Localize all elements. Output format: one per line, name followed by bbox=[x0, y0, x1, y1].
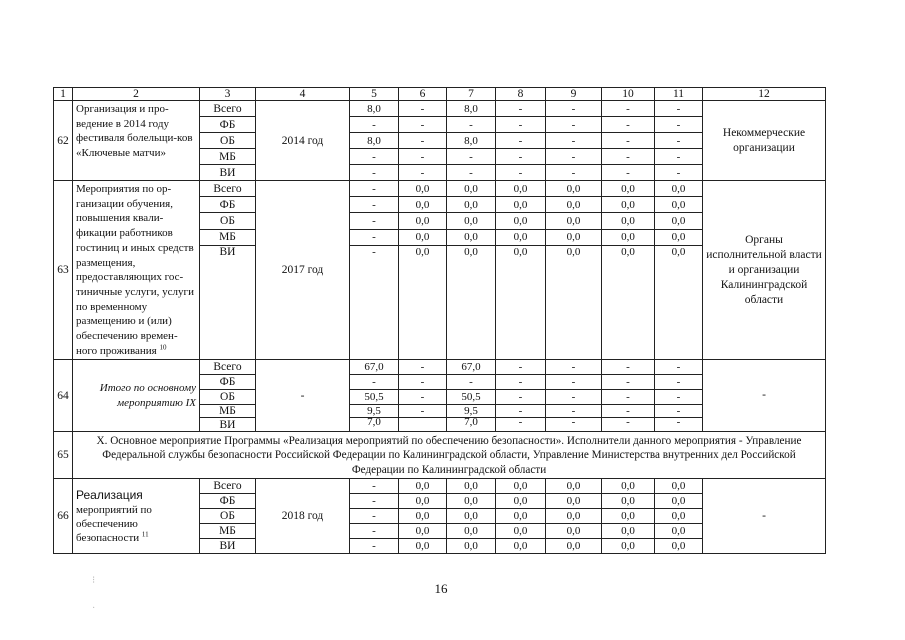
section-heading: X. Основное мероприятие Программы «Реализация мероприятий по обеспечению безопасности». Исполнители данного мероприятия - Управление Федеральной службы безопасности Российской Федерации по Калининградской области, Управление Министерства внутренних дел Российской Федерации по Калининградской области bbox=[73, 432, 826, 479]
value-cell: - bbox=[447, 375, 496, 390]
value-cell: - bbox=[655, 149, 703, 165]
value-cell: - bbox=[546, 133, 602, 149]
value-cell: - bbox=[602, 101, 655, 117]
value-cell: 0,0 bbox=[496, 494, 546, 509]
value-cell: - bbox=[496, 360, 546, 375]
col-header: 2 bbox=[73, 88, 200, 101]
value-cell: - bbox=[602, 165, 655, 181]
value-cell: 0,0 bbox=[546, 494, 602, 509]
table-row bbox=[54, 101, 826, 117]
value-cell: 0,0 bbox=[655, 197, 703, 213]
value-cell: 0,0 bbox=[655, 245, 703, 360]
value-cell: - bbox=[602, 405, 655, 418]
value-cell: 67,0 bbox=[447, 360, 496, 375]
col-header: 11 bbox=[655, 88, 703, 101]
value-cell: - bbox=[447, 117, 496, 133]
value-cell: - bbox=[350, 375, 399, 390]
budget-label: ОБ bbox=[200, 213, 256, 229]
value-cell: - bbox=[399, 117, 447, 133]
budget-label: ОБ bbox=[200, 390, 256, 405]
value-cell: - bbox=[496, 101, 546, 117]
value-cell: 0,0 bbox=[546, 479, 602, 494]
value-cell: 67,0 bbox=[350, 360, 399, 375]
footnote-ref: 11 bbox=[141, 530, 149, 539]
value-cell: - bbox=[350, 165, 399, 181]
table-row bbox=[54, 479, 826, 494]
period: 2014 год bbox=[256, 101, 350, 181]
budget-label: МБ bbox=[200, 524, 256, 539]
value-cell: - bbox=[546, 101, 602, 117]
value-cell: - bbox=[602, 149, 655, 165]
row-number: 62 bbox=[54, 101, 73, 181]
value-cell: - bbox=[350, 245, 399, 360]
value-cell: 0,0 bbox=[399, 229, 447, 245]
value-cell: - bbox=[350, 229, 399, 245]
budget-label: Всего bbox=[200, 101, 256, 117]
value-cell: 7,0 bbox=[447, 418, 496, 432]
value-cell: 0,0 bbox=[496, 479, 546, 494]
value-cell: - bbox=[655, 133, 703, 149]
value-cell: - bbox=[602, 133, 655, 149]
value-cell: - bbox=[496, 390, 546, 405]
value-cell: - bbox=[655, 418, 703, 432]
col-header: 6 bbox=[399, 88, 447, 101]
value-cell: 0,0 bbox=[447, 181, 496, 197]
value-cell: 0,0 bbox=[602, 509, 655, 524]
budget-label: ВИ bbox=[200, 245, 256, 360]
value-cell: 0,0 bbox=[602, 524, 655, 539]
budget-label: ВИ bbox=[200, 418, 256, 432]
value-cell: 0,0 bbox=[602, 181, 655, 197]
value-cell: 0,0 bbox=[546, 539, 602, 554]
value-cell: - bbox=[350, 539, 399, 554]
value-cell: 9,5 bbox=[350, 405, 399, 418]
budget-label: ОБ bbox=[200, 133, 256, 149]
value-cell: 8,0 bbox=[350, 133, 399, 149]
col-header: 9 bbox=[546, 88, 602, 101]
value-cell: - bbox=[350, 509, 399, 524]
value-cell: 0,0 bbox=[447, 245, 496, 360]
value-cell: - bbox=[546, 360, 602, 375]
budget-label: Всего bbox=[200, 479, 256, 494]
value-cell: - bbox=[350, 197, 399, 213]
value-cell bbox=[399, 418, 447, 432]
value-cell: 0,0 bbox=[496, 213, 546, 229]
budget-table bbox=[53, 87, 826, 554]
scan-artifact: ⁝ bbox=[92, 575, 96, 586]
value-cell: 0,0 bbox=[447, 494, 496, 509]
value-cell: - bbox=[399, 405, 447, 418]
value-cell: 0,0 bbox=[447, 479, 496, 494]
period: 2017 год bbox=[256, 181, 350, 360]
footnote-ref: 10 bbox=[159, 343, 167, 352]
value-cell: - bbox=[399, 360, 447, 375]
executor-org: Органы исполнительной власти и организации Калининградской области bbox=[703, 181, 826, 360]
value-cell: 0,0 bbox=[602, 229, 655, 245]
value-cell: 0,0 bbox=[399, 539, 447, 554]
period: - bbox=[256, 360, 350, 432]
value-cell: 0,0 bbox=[496, 539, 546, 554]
budget-label: ФБ bbox=[200, 494, 256, 509]
value-cell: 0,0 bbox=[602, 479, 655, 494]
value-cell: 0,0 bbox=[655, 479, 703, 494]
value-cell: 0,0 bbox=[546, 245, 602, 360]
value-cell: 8,0 bbox=[447, 101, 496, 117]
value-cell: - bbox=[350, 494, 399, 509]
value-cell: 0,0 bbox=[399, 213, 447, 229]
col-header: 3 bbox=[200, 88, 256, 101]
value-cell: 0,0 bbox=[655, 229, 703, 245]
value-cell: - bbox=[546, 165, 602, 181]
value-cell: 8,0 bbox=[447, 133, 496, 149]
budget-label: ФБ bbox=[200, 375, 256, 390]
budget-label: ФБ bbox=[200, 117, 256, 133]
measure-name: Организация и про-ведение в 2014 году фестиваля болельщи-ков «Ключевые матчи» bbox=[73, 101, 200, 181]
value-cell: 0,0 bbox=[655, 524, 703, 539]
col-header: 5 bbox=[350, 88, 399, 101]
budget-label: ОБ bbox=[200, 509, 256, 524]
value-cell: 0,0 bbox=[655, 539, 703, 554]
budget-label: ВИ bbox=[200, 539, 256, 554]
executor-org: - bbox=[703, 479, 826, 554]
value-cell: - bbox=[399, 165, 447, 181]
value-cell: - bbox=[399, 375, 447, 390]
value-cell: - bbox=[655, 405, 703, 418]
value-cell: 0,0 bbox=[496, 197, 546, 213]
scan-artifact: · bbox=[92, 603, 96, 614]
value-cell: 0,0 bbox=[546, 197, 602, 213]
value-cell: 0,0 bbox=[546, 213, 602, 229]
value-cell: - bbox=[350, 149, 399, 165]
value-cell: - bbox=[655, 390, 703, 405]
value-cell: 0,0 bbox=[399, 245, 447, 360]
value-cell: - bbox=[496, 405, 546, 418]
value-cell: - bbox=[350, 479, 399, 494]
value-cell: 0,0 bbox=[399, 181, 447, 197]
value-cell: 0,0 bbox=[496, 509, 546, 524]
budget-label: МБ bbox=[200, 405, 256, 418]
value-cell: - bbox=[602, 375, 655, 390]
value-cell: - bbox=[546, 405, 602, 418]
value-cell: 0,0 bbox=[496, 524, 546, 539]
row-number: 66 bbox=[54, 479, 73, 554]
value-cell: - bbox=[447, 149, 496, 165]
value-cell: 0,0 bbox=[399, 509, 447, 524]
value-cell: 0,0 bbox=[447, 213, 496, 229]
value-cell: - bbox=[496, 418, 546, 432]
value-cell: - bbox=[655, 101, 703, 117]
value-cell: 0,0 bbox=[602, 539, 655, 554]
value-cell: - bbox=[496, 117, 546, 133]
value-cell: 0,0 bbox=[602, 197, 655, 213]
value-cell: 0,0 bbox=[546, 181, 602, 197]
value-cell: 0,0 bbox=[447, 197, 496, 213]
value-cell: - bbox=[350, 213, 399, 229]
col-header: 10 bbox=[602, 88, 655, 101]
value-cell: - bbox=[546, 418, 602, 432]
value-cell: 0,0 bbox=[447, 229, 496, 245]
value-cell: 0,0 bbox=[399, 494, 447, 509]
value-cell: 0,0 bbox=[602, 213, 655, 229]
value-cell: 8,0 bbox=[350, 101, 399, 117]
budget-label: МБ bbox=[200, 229, 256, 245]
value-cell: - bbox=[496, 149, 546, 165]
value-cell: 0,0 bbox=[399, 524, 447, 539]
value-cell: 0,0 bbox=[655, 509, 703, 524]
table-row bbox=[54, 360, 826, 375]
value-cell: 0,0 bbox=[602, 245, 655, 360]
value-cell: - bbox=[496, 133, 546, 149]
value-cell: 0,0 bbox=[655, 494, 703, 509]
value-cell: - bbox=[447, 165, 496, 181]
value-cell: 0,0 bbox=[546, 229, 602, 245]
value-cell: - bbox=[399, 390, 447, 405]
value-cell: - bbox=[399, 101, 447, 117]
value-cell: 0,0 bbox=[496, 181, 546, 197]
measure-name-text: мероприятий по обеспечению безопасности bbox=[76, 503, 152, 544]
value-cell: 9,5 bbox=[447, 405, 496, 418]
budget-label: Всего bbox=[200, 360, 256, 375]
value-cell: - bbox=[496, 375, 546, 390]
measure-name-text: Мероприятия по ор-ганизации обучения, повышения квали-фикации работников гостиниц и иных средств размещения, предоставляющих гос-тиничные услуги, услуги по временному размещению и (или) обеспечению времен-ного проживания bbox=[76, 183, 194, 357]
table-row bbox=[54, 432, 826, 479]
page-number: 16 bbox=[434, 581, 448, 596]
budget-label: Всего bbox=[200, 181, 256, 197]
col-header: 4 bbox=[256, 88, 350, 101]
value-cell: - bbox=[496, 165, 546, 181]
value-cell: - bbox=[546, 117, 602, 133]
row-number: 63 bbox=[54, 181, 73, 360]
table-row bbox=[54, 181, 826, 197]
col-header: 8 bbox=[496, 88, 546, 101]
period: 2018 год bbox=[256, 479, 350, 554]
measure-name bbox=[73, 479, 200, 554]
value-cell: 0,0 bbox=[546, 509, 602, 524]
value-cell: 0,0 bbox=[496, 245, 546, 360]
value-cell: - bbox=[399, 133, 447, 149]
value-cell: - bbox=[350, 181, 399, 197]
value-cell: 0,0 bbox=[655, 213, 703, 229]
budget-label: ФБ bbox=[200, 197, 256, 213]
value-cell: 0,0 bbox=[399, 197, 447, 213]
value-cell: - bbox=[655, 117, 703, 133]
value-cell: 0,0 bbox=[399, 479, 447, 494]
value-cell: 0,0 bbox=[546, 524, 602, 539]
value-cell: - bbox=[602, 117, 655, 133]
value-cell: 0,0 bbox=[602, 494, 655, 509]
value-cell: - bbox=[350, 117, 399, 133]
budget-label: ВИ bbox=[200, 165, 256, 181]
measure-name bbox=[73, 181, 200, 360]
value-cell: - bbox=[655, 375, 703, 390]
value-cell: 7,0 bbox=[350, 418, 399, 432]
col-header: 7 bbox=[447, 88, 496, 101]
budget-label: МБ bbox=[200, 149, 256, 165]
value-cell: 50,5 bbox=[350, 390, 399, 405]
value-cell: - bbox=[546, 390, 602, 405]
value-cell: - bbox=[546, 149, 602, 165]
value-cell: - bbox=[399, 149, 447, 165]
row-number: 64 bbox=[54, 360, 73, 432]
value-cell: - bbox=[602, 390, 655, 405]
measure-name-first: Реализация bbox=[76, 487, 143, 502]
value-cell: - bbox=[602, 360, 655, 375]
value-cell: - bbox=[655, 165, 703, 181]
value-cell: 0,0 bbox=[447, 539, 496, 554]
value-cell: - bbox=[350, 524, 399, 539]
col-header: 1 bbox=[54, 88, 73, 101]
row-number: 65 bbox=[54, 432, 73, 479]
value-cell: - bbox=[602, 418, 655, 432]
executor-org: Некоммерческие организации bbox=[703, 101, 826, 181]
value-cell: 0,0 bbox=[447, 509, 496, 524]
col-header: 12 bbox=[703, 88, 826, 101]
value-cell: - bbox=[655, 360, 703, 375]
value-cell: 50,5 bbox=[447, 390, 496, 405]
header-row bbox=[54, 88, 826, 101]
measure-name: Итого по основному мероприятию IX bbox=[73, 360, 200, 432]
value-cell: 0,0 bbox=[447, 524, 496, 539]
executor-org: - bbox=[703, 360, 826, 432]
value-cell: - bbox=[546, 375, 602, 390]
value-cell: 0,0 bbox=[496, 229, 546, 245]
value-cell: 0,0 bbox=[655, 181, 703, 197]
